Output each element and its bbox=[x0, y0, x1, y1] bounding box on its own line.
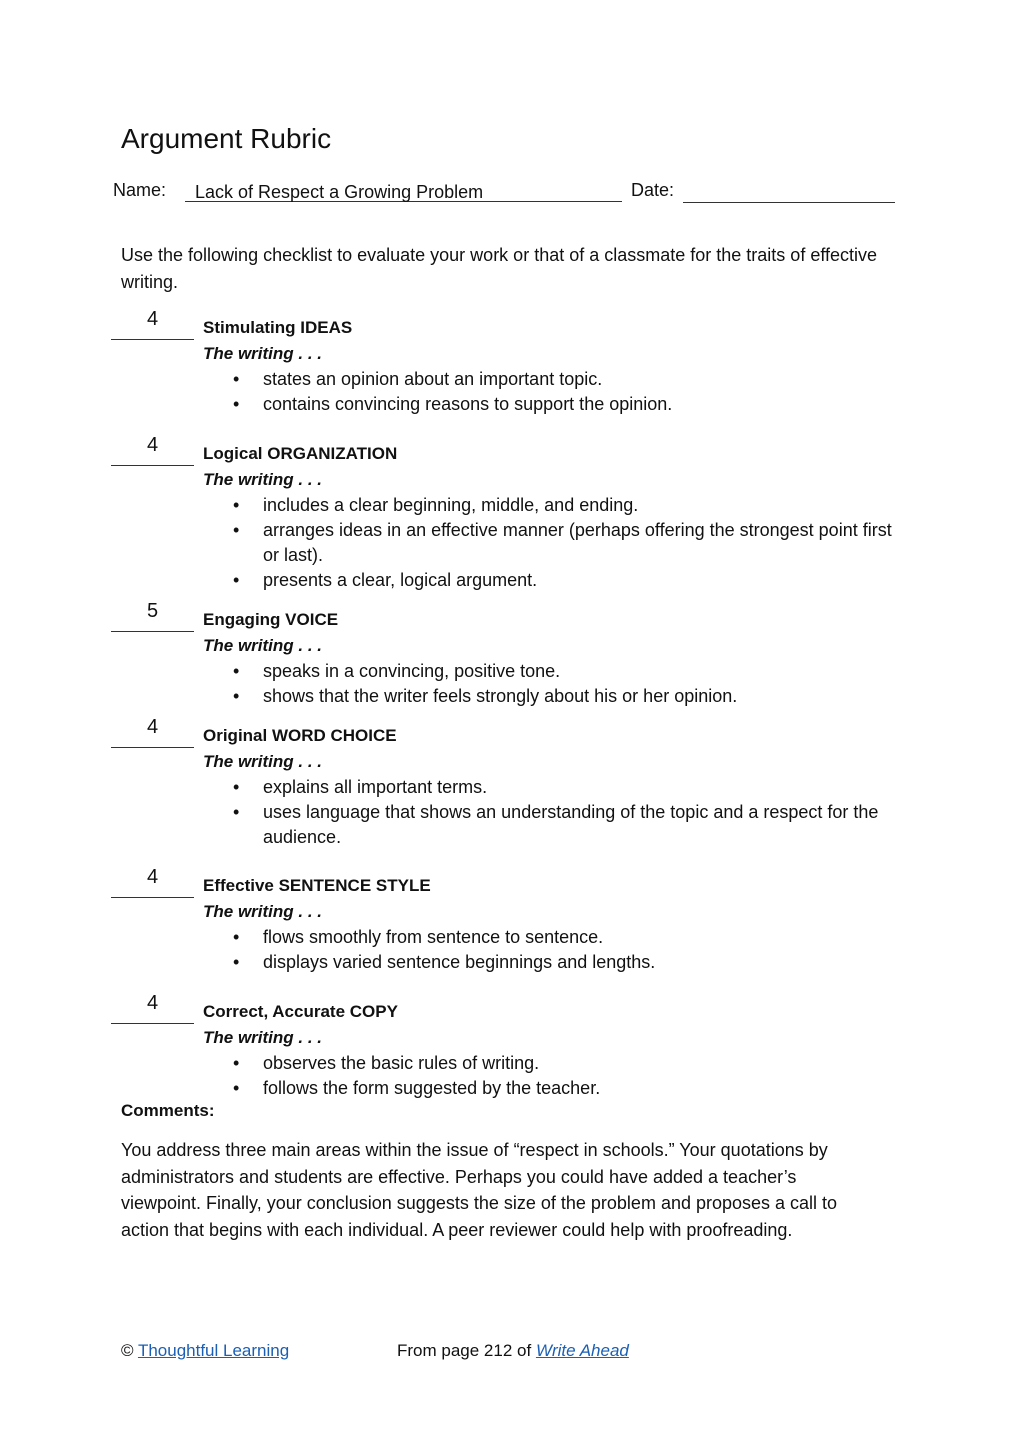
list-item: • uses language that shows an understanding of the topic and a respect for the audience. bbox=[263, 800, 893, 850]
trait-criteria-list bbox=[263, 925, 893, 975]
score-blank[interactable] bbox=[111, 992, 194, 1024]
score-blank[interactable] bbox=[111, 600, 194, 632]
source-text: From page 212 of bbox=[397, 1341, 532, 1360]
list-item: • speaks in a convincing, positive tone. bbox=[263, 659, 893, 684]
list-item: • explains all important terms. bbox=[263, 775, 893, 800]
trait-subheading: The writing . . . bbox=[203, 752, 322, 771]
score-value: 4 bbox=[146, 866, 159, 888]
trait-heading: Stimulating IDEAS bbox=[203, 318, 353, 337]
list-item: • flows smoothly from sentence to sentence. bbox=[263, 925, 893, 950]
trait-criteria-list bbox=[263, 775, 893, 850]
trait-subheading: The writing . . . bbox=[203, 636, 322, 655]
comments-label: Comments: bbox=[121, 1101, 215, 1120]
list-item: • contains convincing reasons to support the opinion. bbox=[263, 392, 893, 417]
trait-heading: Effective SENTENCE STYLE bbox=[203, 876, 431, 895]
name-label: Name: bbox=[113, 180, 167, 200]
intro-text: Use the following checklist to evaluate your work or that of a classmate for the traits of effective writing. bbox=[121, 245, 878, 292]
list-item: • follows the form suggested by the teacher. bbox=[263, 1076, 893, 1101]
score-value: 4 bbox=[146, 992, 159, 1014]
score-blank[interactable] bbox=[111, 308, 194, 340]
copyright-symbol: © bbox=[121, 1341, 134, 1360]
date-label: Date: bbox=[631, 180, 675, 200]
score-value: 5 bbox=[146, 600, 159, 622]
list-item: • observes the basic rules of writing. bbox=[263, 1051, 893, 1076]
score-blank[interactable] bbox=[111, 434, 194, 466]
trait-criteria-list bbox=[263, 493, 893, 593]
book-link[interactable]: Write Ahead bbox=[535, 1341, 629, 1360]
comments-text: You address three main areas within the issue of “respect in schools.” Your quotations by administrators and students are effective. Perhaps you could have added a teacher’s viewpoint. Finally, your conclusion suggests the size of the problem and proposes a call to action that begins with each individual. A peer reviewer could help with proofreading. bbox=[121, 1140, 838, 1240]
list-item: • arranges ideas in an effective manner (perhaps offering the strongest point first or last). bbox=[263, 518, 893, 568]
trait-heading: Original WORD CHOICE bbox=[203, 726, 397, 745]
list-item: • displays varied sentence beginnings and lengths. bbox=[263, 950, 893, 975]
score-value: 4 bbox=[146, 434, 159, 456]
page-title: Argument Rubric bbox=[121, 123, 332, 154]
footer-copyright bbox=[121, 1340, 289, 1362]
trait-heading: Correct, Accurate COPY bbox=[203, 1002, 398, 1021]
score-blank[interactable] bbox=[111, 866, 194, 898]
name-date-row bbox=[0, 178, 1024, 208]
trait-criteria-list bbox=[263, 1051, 893, 1101]
score-value: 4 bbox=[146, 716, 159, 738]
trait-criteria-list bbox=[263, 367, 893, 417]
list-item: • shows that the writer feels strongly about his or her opinion. bbox=[263, 684, 893, 709]
trait-heading: Logical ORGANIZATION bbox=[203, 444, 398, 463]
date-field[interactable] bbox=[683, 178, 895, 203]
score-value: 4 bbox=[146, 308, 159, 330]
footer-source bbox=[397, 1340, 629, 1362]
name-field[interactable]: Lack of Respect a Growing Problem bbox=[185, 178, 622, 202]
publisher-link[interactable]: Thoughtful Learning bbox=[137, 1341, 290, 1360]
trait-subheading: The writing . . . bbox=[203, 470, 322, 489]
trait-subheading: The writing . . . bbox=[203, 1028, 322, 1047]
list-item: • includes a clear beginning, middle, and ending. bbox=[263, 493, 893, 518]
score-blank[interactable] bbox=[111, 716, 194, 748]
trait-subheading: The writing . . . bbox=[203, 344, 322, 363]
trait-subheading: The writing . . . bbox=[203, 902, 322, 921]
trait-heading: Engaging VOICE bbox=[203, 610, 339, 629]
list-item: • states an opinion about an important topic. bbox=[263, 367, 893, 392]
trait-criteria-list bbox=[263, 659, 893, 709]
list-item: • presents a clear, logical argument. bbox=[263, 568, 893, 593]
